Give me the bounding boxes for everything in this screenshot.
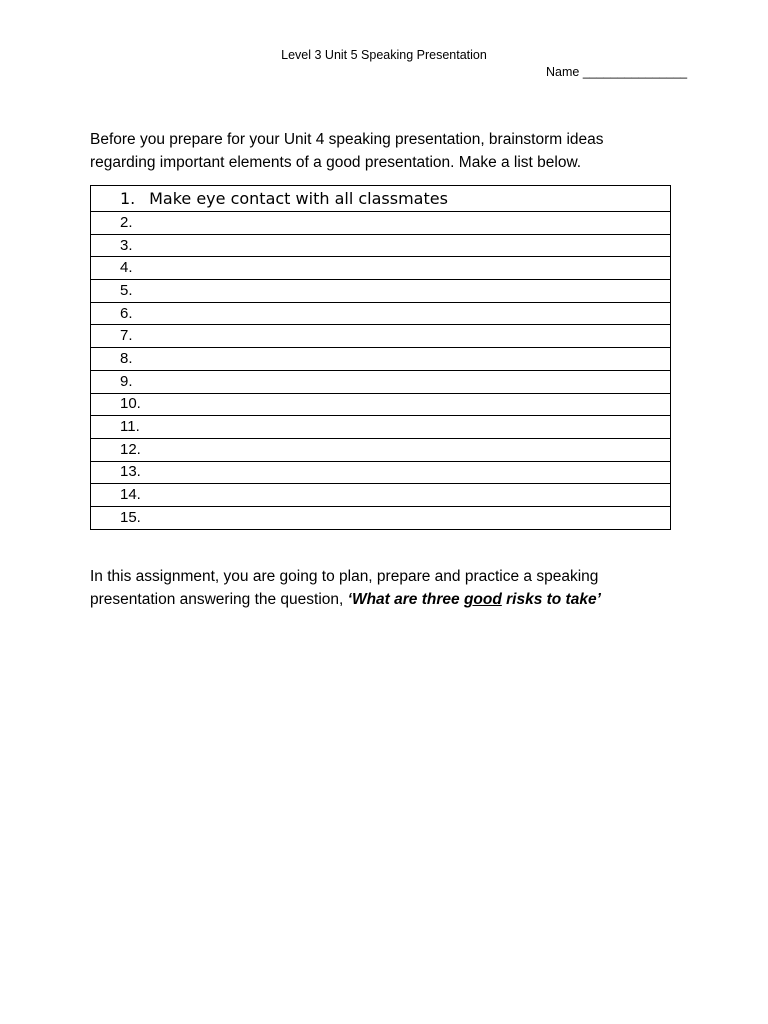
list-row [91,280,671,303]
list-cell [91,280,671,303]
list-item-number: 6. [120,304,133,322]
list-cell [91,257,671,280]
brainstorm-list-table [90,185,671,530]
list-item-number: 12. [120,440,141,458]
list-row [91,186,671,212]
list-row [91,234,671,257]
assignment-paragraph [90,565,710,611]
question-end: risks to take’ [501,591,601,608]
list-cell [91,484,671,507]
list-row [91,302,671,325]
intro-paragraph [90,128,690,174]
intro-line-1: Before you prepare for your Unit 4 speaking presentation, brainstorm ideas [90,131,604,148]
list-item-number: 1. [120,188,136,208]
assignment-line-1: In this assignment, you are going to plan, prepare and practice a speaking [90,568,599,585]
list-item-number: 13. [120,463,141,481]
intro-line-2: regarding important elements of a good presentation. Make a list below. [90,154,582,171]
assignment-line-2-prefix: presentation answering the question, [90,591,348,608]
list-row [91,438,671,461]
list-item-number: 11. [120,418,140,436]
assignment-line-2 [90,588,710,611]
list-row [91,484,671,507]
list-cell [91,325,671,348]
list-row [91,257,671,280]
list-cell [91,302,671,325]
list-item-text: Make eye contact with all classmates [149,188,448,208]
list-row [91,325,671,348]
list-cell [91,438,671,461]
list-item-number: 5. [120,281,133,299]
list-row [91,348,671,371]
list-item-number: 2. [120,213,133,231]
list-item-number: 8. [120,349,133,367]
list-cell [91,348,671,371]
list-row [91,370,671,393]
list-cell [91,186,671,212]
list-cell [91,234,671,257]
list-cell [91,461,671,484]
list-cell [91,370,671,393]
list-row [91,416,671,439]
list-cell [91,416,671,439]
list-row [91,506,671,529]
list-item-number: 9. [120,372,133,390]
list-item-number: 14. [120,486,141,504]
page-title: Level 3 Unit 5 Speaking Presentation [281,48,487,62]
question-emphasis: good [463,591,502,608]
name-field-label: Name _______________ [546,65,688,79]
list-item-number: 3. [120,236,133,254]
list-item-number: 10. [120,395,141,413]
list-row [91,212,671,235]
list-cell [91,393,671,416]
list-item-number: 15. [120,508,141,526]
list-cell [91,212,671,235]
question-start: ‘What are three [347,591,464,608]
list-row [91,393,671,416]
assignment-question [348,591,601,608]
list-cell [91,506,671,529]
list-item-number: 7. [120,327,133,345]
list-row [91,461,671,484]
list-item-number: 4. [120,259,133,277]
